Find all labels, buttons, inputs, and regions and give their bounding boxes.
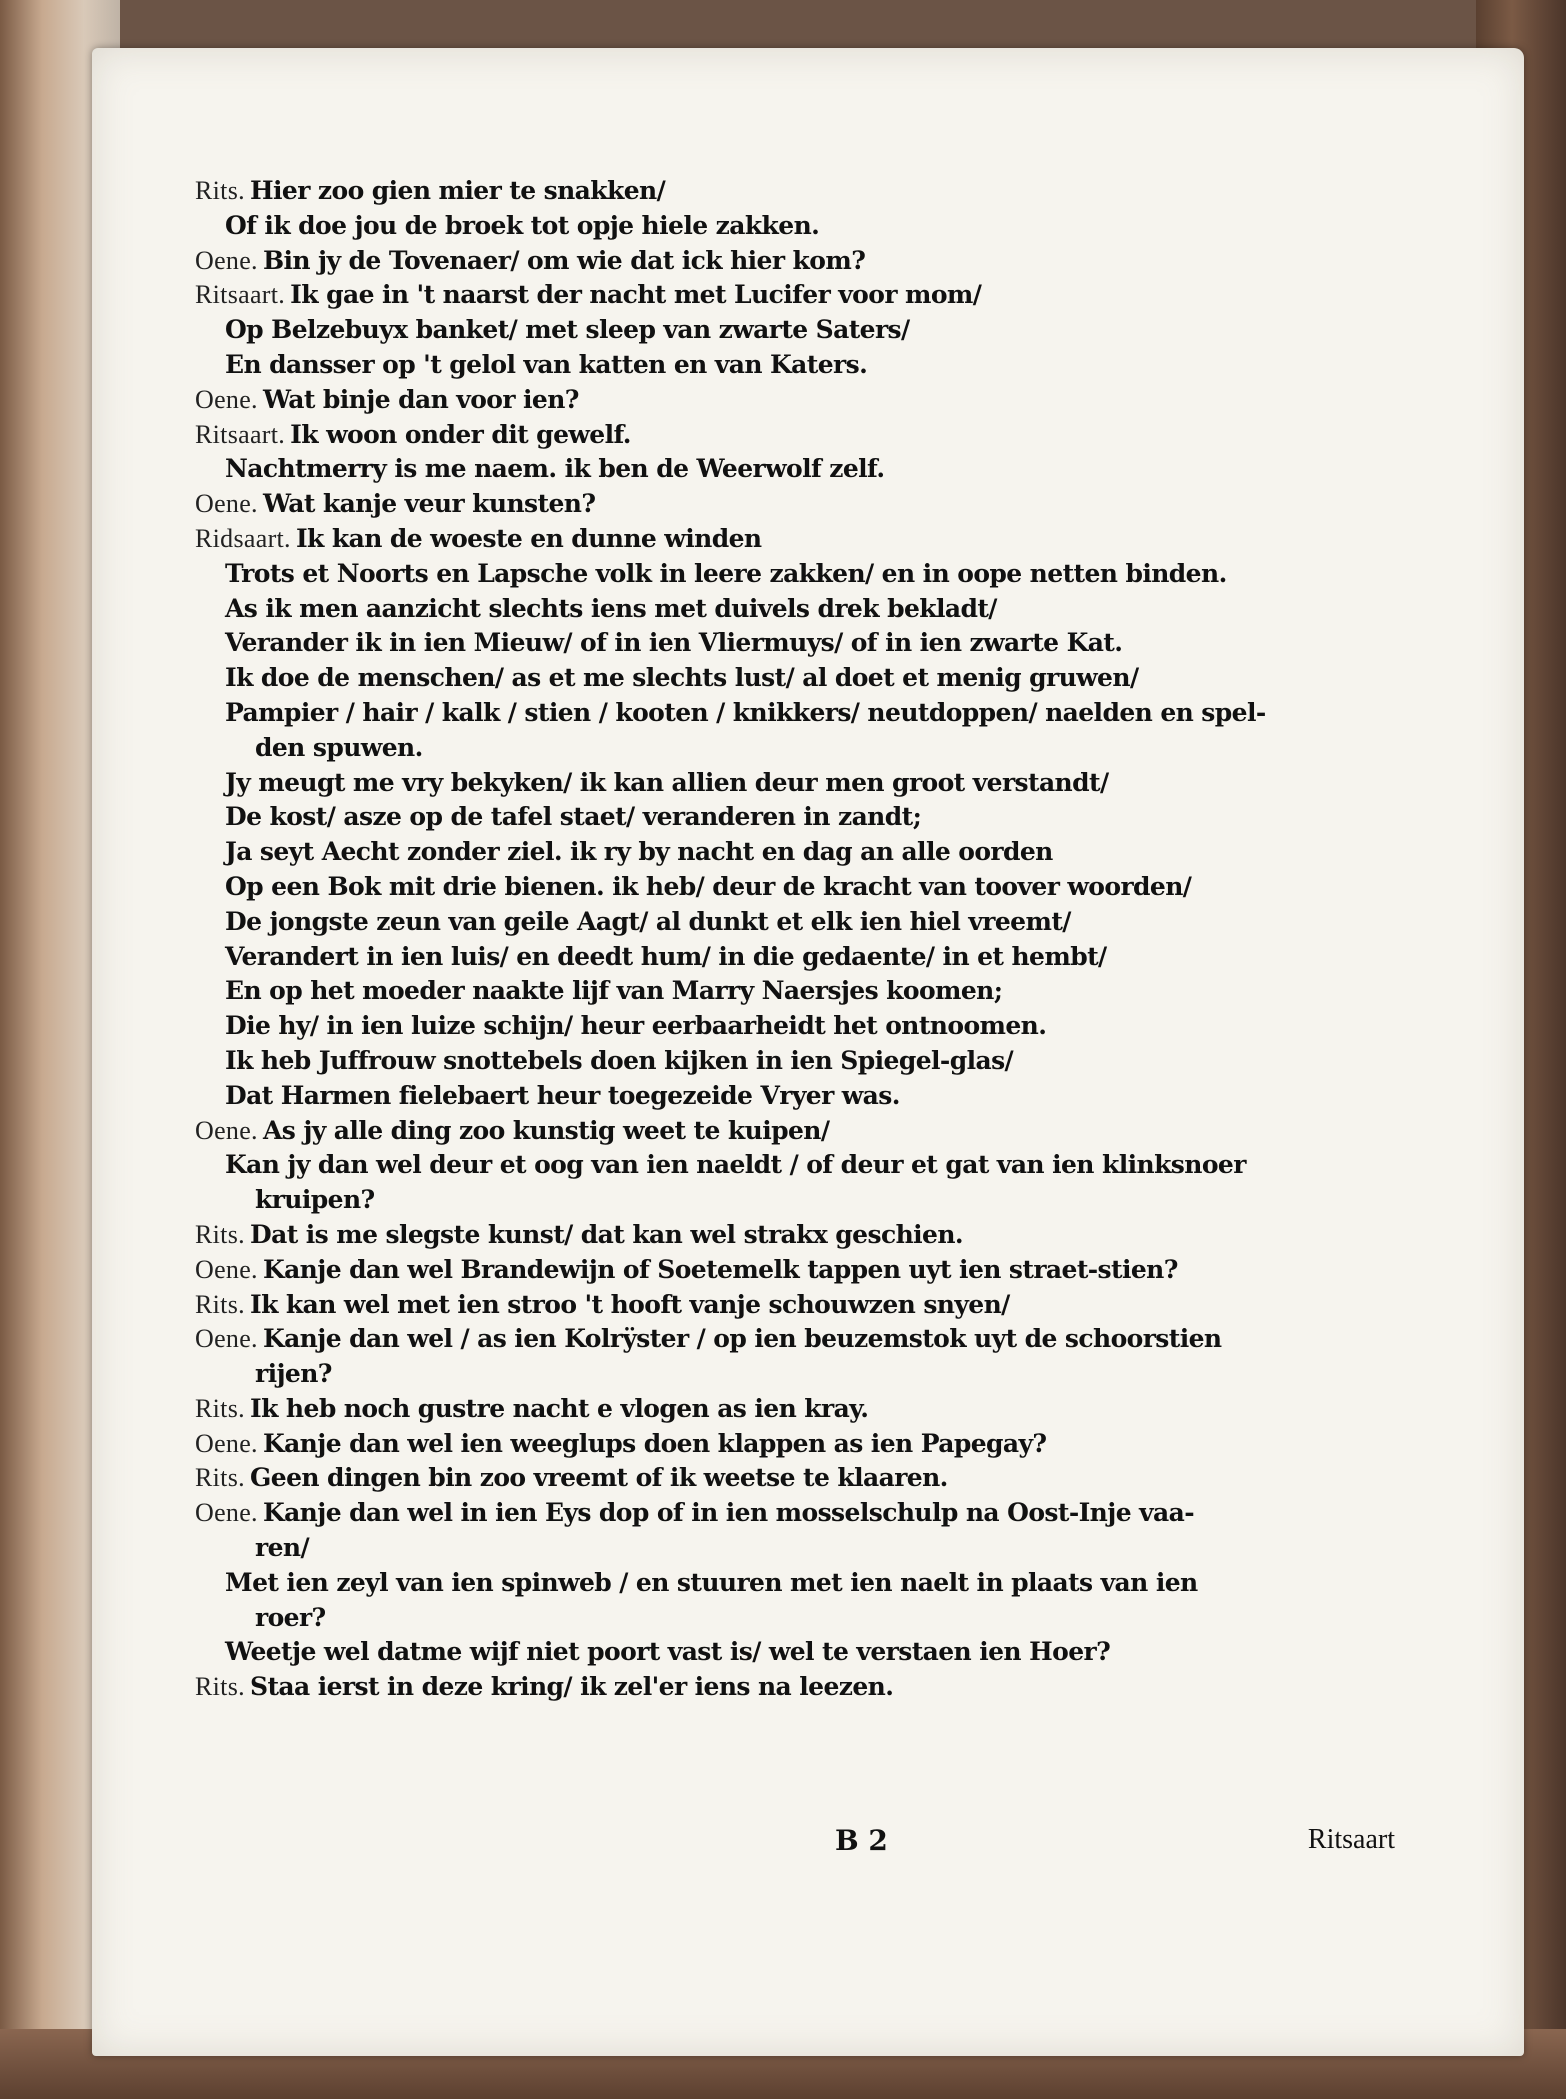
speech-text: Kanje dan wel ien weeglups doen klappen as ien Papegay? — [262, 1428, 1047, 1458]
dialogue-line — [195, 1079, 1415, 1114]
dialogue-line — [195, 1322, 1415, 1357]
speech-text: Dat is me slegste kunst/ dat kan wel strakx geschien. — [250, 1219, 964, 1249]
dialogue-line — [195, 1357, 1415, 1392]
dialogue-line — [195, 1566, 1415, 1601]
speaker-name: Rits. — [195, 176, 245, 205]
speech-text: As jy alle ding zoo kunstig weet te kuipen/ — [262, 1115, 830, 1145]
speech-text: Die hy/ in ien luize schijn/ heur eerbaarheidt het ontnoomen. — [225, 1011, 1047, 1041]
dialogue-line — [195, 870, 1415, 905]
dialogue-line — [195, 940, 1415, 975]
dialogue-text-block — [195, 174, 1415, 1705]
dialogue-line — [195, 557, 1415, 592]
dialogue-line — [195, 592, 1415, 627]
speech-text: Ik woon onder dit gewelf. — [290, 419, 631, 449]
dialogue-line — [195, 661, 1415, 696]
speech-text: Ik heb noch gustre nacht e vlogen as ien kray. — [250, 1393, 869, 1423]
speaker-name: Oene. — [195, 245, 258, 275]
speech-text: De jongste zeun van geile Aagt/ al dunkt et elk ien hiel vreemt/ — [225, 906, 1071, 936]
speech-text: En dansser op 't gelol van katten en van Katers. — [225, 349, 868, 379]
page-footer — [195, 1824, 1395, 1864]
dialogue-line — [195, 835, 1415, 870]
speech-text: den spuwen. — [255, 732, 423, 762]
speech-text: Kanje dan wel Brandewijn of Soetemelk tappen uyt ien straet-stien? — [262, 1254, 1178, 1284]
speech-text: Ja seyt Aecht zonder ziel. ik ry by nacht en dag an alle oorden — [225, 837, 1053, 867]
dialogue-line — [195, 209, 1415, 244]
speech-text: Kanje dan wel in ien Eys dop of in ien mosselschulp na Oost-Inje vaa- — [262, 1498, 1195, 1528]
dialogue-line — [195, 1009, 1415, 1044]
speech-text: Verandert in ien luis/ en deedt hum/ in die gedaente/ in et hembt/ — [225, 941, 1107, 971]
speaker-name: Rits. — [195, 1393, 245, 1423]
speech-text: Pampier / hair / kalk / stien / kooten / knikkers/ neutdoppen/ naelden en spel- — [225, 697, 1266, 727]
speaker-name: Ritsaart. — [195, 280, 286, 310]
dialogue-line — [195, 626, 1415, 661]
dialogue-line — [195, 1114, 1415, 1149]
speech-text: kruipen? — [255, 1185, 375, 1215]
speech-text: rijen? — [255, 1359, 332, 1389]
speech-text: Ik doe de menschen/ as et me slechts lust/ al doet et menig gruwen/ — [225, 663, 1139, 693]
dialogue-line — [195, 1496, 1415, 1531]
dialogue-line — [195, 1531, 1415, 1566]
dialogue-line — [195, 522, 1415, 557]
dialogue-line — [195, 487, 1415, 522]
dialogue-line — [195, 766, 1415, 801]
speech-text: Bin jy de Tovenaer/ om wie dat ick hier kom? — [262, 245, 866, 275]
speech-text: Dat Harmen fielebaert heur toegezeide Vryer was. — [225, 1080, 900, 1110]
speech-text: Kanje dan wel / as ien Kolrÿster / op ien beuzemstok uyt de schoorstien — [262, 1324, 1222, 1354]
speech-text: Weetje wel datme wijf niet poort vast is/ wel te verstaen ien Hoer? — [225, 1637, 1111, 1667]
speaker-name: Oene. — [195, 384, 258, 414]
speaker-name: Oene. — [195, 1254, 258, 1284]
speech-text: Geen dingen bin zoo vreemt of ik weetse te klaaren. — [250, 1463, 948, 1493]
speech-text: Verander ik in ien Mieuw/ of in ien Vliermuys/ of in ien zwarte Kat. — [225, 628, 1123, 658]
dialogue-line — [195, 1427, 1415, 1462]
dialogue-line — [195, 1461, 1415, 1496]
speaker-name: Oene. — [195, 489, 258, 519]
dialogue-line — [195, 1392, 1415, 1427]
dialogue-line — [195, 696, 1415, 731]
dialogue-line — [195, 278, 1415, 313]
dialogue-line — [195, 974, 1415, 1009]
speaker-name: Oene. — [195, 1428, 258, 1458]
speech-text: Kan jy dan wel deur et oog van ien naeldt / of deur et gat van ien klinksnoer — [225, 1150, 1246, 1180]
speaker-name: Rits. — [195, 1672, 245, 1702]
speech-text: Hier zoo gien mier te snakken/ — [250, 176, 666, 205]
speech-text: En op het moeder naakte lijf van Marry Naersjes koomen; — [225, 976, 1003, 1006]
dialogue-line — [195, 348, 1415, 383]
dialogue-line — [195, 1044, 1415, 1079]
dialogue-line — [195, 800, 1415, 835]
speech-text: De kost/ asze op de tafel staet/ veranderen in zandt; — [225, 802, 922, 832]
dialogue-line — [195, 1183, 1415, 1218]
dialogue-line — [195, 1601, 1415, 1636]
speech-text: Ik heb Juffrouw snottebels doen kijken in ien Spiegel-glas/ — [225, 1045, 1014, 1075]
speaker-name: Oene. — [195, 1498, 258, 1528]
speech-text: Op Belzebuyx banket/ met sleep van zwarte Saters/ — [225, 315, 910, 345]
dialogue-line — [195, 1218, 1415, 1253]
dialogue-line — [195, 1148, 1415, 1183]
speech-text: Jy meugt me vry bekyken/ ik kan allien deur men groot verstandt/ — [225, 767, 1109, 797]
speaker-name: Rits. — [195, 1289, 245, 1319]
speech-text: Ik kan wel met ien stroo 't hooft vanje schouwzen snyen/ — [250, 1289, 1010, 1319]
speech-text: Op een Bok mit drie bienen. ik heb/ deur de kracht van toover woorden/ — [225, 871, 1192, 901]
dialogue-line — [195, 1635, 1415, 1670]
dialogue-line — [195, 418, 1415, 453]
speaker-name: Ridsaart. — [195, 523, 291, 553]
dialogue-line — [195, 1288, 1415, 1323]
speaker-name: Oene. — [195, 1115, 258, 1145]
speech-text: ren/ — [255, 1533, 309, 1563]
speech-text: Trots et Noorts en Lapsche volk in leere zakken/ en in oope netten binden. — [225, 558, 1227, 588]
dialogue-line — [195, 313, 1415, 348]
speech-text: Ik kan de woeste en dunne winden — [295, 523, 762, 553]
speech-text: Staa ierst in deze kring/ ik zel'er iens na leezen. — [250, 1672, 894, 1702]
speaker-name: Oene. — [195, 1324, 258, 1354]
speech-text: Wat binje dan voor ien? — [262, 384, 579, 414]
speech-text: Wat kanje veur kunsten? — [262, 489, 596, 519]
dialogue-line — [195, 905, 1415, 940]
catchword: Ritsaart — [1307, 1824, 1395, 1855]
signature-mark: B 2 — [835, 1824, 888, 1857]
speech-text: roer? — [255, 1602, 326, 1632]
speaker-name: Rits. — [195, 1463, 245, 1493]
dialogue-line — [195, 731, 1415, 766]
speech-text: Ik gae in 't naarst der nacht met Lucifer voor mom/ — [290, 280, 982, 310]
dialogue-line — [195, 244, 1415, 279]
speech-text: Nachtmerry is me naem. ik ben de Weerwolf zelf. — [225, 454, 885, 484]
dialogue-line — [195, 452, 1415, 487]
dialogue-line — [195, 174, 1415, 209]
dialogue-line — [195, 383, 1415, 418]
speech-text: Of ik doe jou de broek tot opje hiele zakken. — [225, 210, 820, 240]
speech-text: Met ien zeyl van ien spinweb / en stuuren met ien naelt in plaats van ien — [225, 1567, 1198, 1597]
speaker-name: Ritsaart. — [195, 419, 286, 449]
dialogue-line — [195, 1670, 1415, 1705]
speech-text: As ik men aanzicht slechts iens met duivels drek bekladt/ — [225, 593, 997, 623]
speaker-name: Rits. — [195, 1219, 245, 1249]
dialogue-line — [195, 1253, 1415, 1288]
